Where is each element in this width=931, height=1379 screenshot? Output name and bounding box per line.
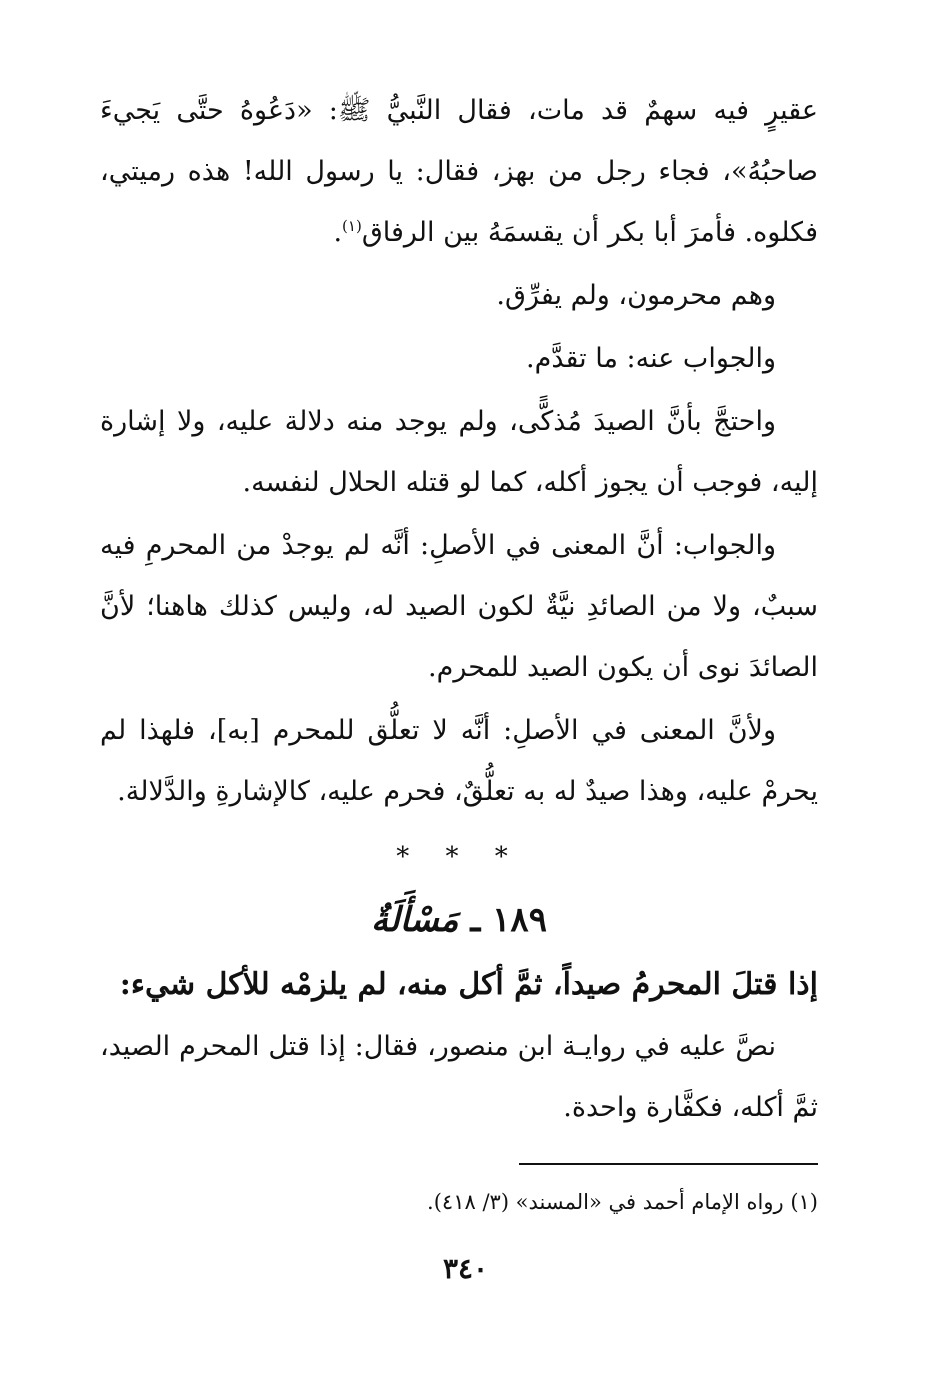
paragraph-answer: والجواب عنه: ما تقدَّم. bbox=[526, 343, 776, 374]
page-body bbox=[100, 80, 818, 1140]
paragraph-muhrimun: وهم محرمون، ولم يفرِّق. bbox=[496, 280, 776, 311]
chapter-label: مَسْأَلَةٌ bbox=[371, 900, 459, 940]
hadith-end: . bbox=[333, 217, 343, 248]
footnote: (١) رواه الإمام أحمد في «المسند» (٣/ ٤١٨). bbox=[427, 1190, 818, 1214]
paragraph-argument: واحتجَّ بأنَّ الصيدَ مُذكًّى، ولم يوجد منه دلالة عليه، ولا إشارة إليه، فوجب أن يجوز أكله، كما لو قتله الحلال لنفسه. bbox=[100, 406, 818, 498]
paragraph-ruling: نصَّ عليه في روايـة ابن منصور، فقال: إذا قتل المحرم الصيد، ثمَّ أكله، فكفَّارة واحدة. bbox=[100, 1031, 818, 1123]
hadith-line-3: بكر أن يقسمَهُ بين الرفاق bbox=[361, 217, 646, 248]
page-number: ٣٤٠ bbox=[442, 1252, 489, 1285]
hadith-line-1: عقيرٍ فيه سهمٌ قد مات، فقال النَّبيُّ ﷺ: «دَعُوهُ حتَّى يَجيءَ صاحبُهُ»، bbox=[100, 95, 818, 187]
footnote-marker: (١) bbox=[342, 217, 362, 235]
issue-heading: إذا قتلَ المحرمُ صيداً، ثمَّ أكل منه، لم يلزمْه للأكل شيء: bbox=[119, 967, 818, 1002]
paragraph-reason: ولأنَّ المعنى في الأصلِ: أنَّه لا تعلُّق للمحرم [به]، فلهذا لم يحرمْ عليه، وهذا صيدٌ له به تعلُّقٌ، فحرم عليه، كالإشارةِ والدَّلالة. bbox=[100, 715, 818, 807]
section-separator: * * * bbox=[396, 842, 522, 872]
chapter-title bbox=[100, 890, 818, 950]
footnote-divider bbox=[519, 1163, 818, 1165]
paragraph-reply: والجواب: أنَّ المعنى في الأصلِ: أنَّه لم يوجدْ من المحرمِ فيه سببٌ، ولا من الصائدِ نيَّةٌ لكون الصيد له، وليس كذلك هاهنا؛ لأنَّ الصائدَ نوى أن يكون الصيد للمحرم. bbox=[100, 530, 818, 683]
paragraph-hadith bbox=[100, 80, 818, 263]
hadith-line-2: فجاء رجل من بهز، فقال: يا رسول الله! هذه رميتي، فكلوه. فأمرَ أبا bbox=[100, 156, 818, 248]
chapter-number: ١٨٩ ـ bbox=[470, 900, 547, 940]
